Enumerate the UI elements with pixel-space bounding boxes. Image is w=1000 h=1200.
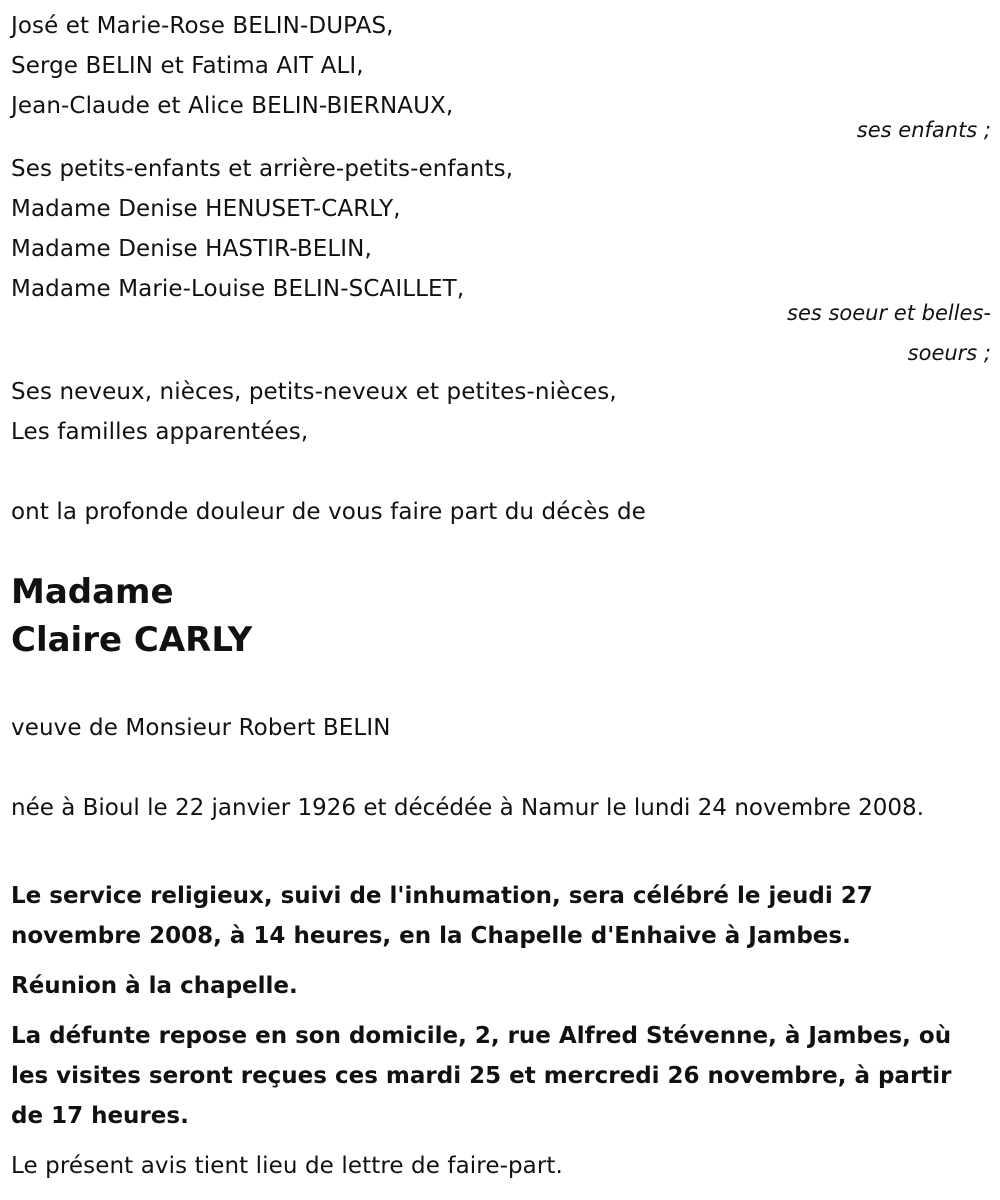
deceased-title: Madame — [11, 572, 174, 612]
sister-line-2: Madame Denise HASTIR-BELIN, — [11, 236, 372, 262]
deceased-name: Claire CARLY — [11, 620, 253, 660]
footer-line: Le présent avis tient lieu de lettre de faire-part. — [11, 1153, 563, 1179]
meeting-paragraph: Réunion à la chapelle. — [11, 973, 298, 999]
birth-death-paragraph: née à Bioul le 22 janvier 1926 et décédée à Namur le lundi 24 novembre 2008. — [11, 795, 925, 821]
children-role: ses enfants ; — [856, 118, 991, 142]
sisters-role-line-1: ses soeur et belles- — [787, 301, 991, 325]
child-line-3: Jean-Claude et Alice BELIN-BIERNAUX, — [11, 93, 454, 119]
sister-line-1: Madame Denise HENUSET-CARLY, — [11, 196, 401, 222]
announcement-line: ont la profonde douleur de vous faire part du décès de — [11, 499, 646, 525]
widow-of-line: veuve de Monsieur Robert BELIN — [11, 715, 391, 741]
visitation-paragraph: La défunte repose en son domicile, 2, rue Alfred Stévenne, à Jambes, où les visites seront reçues ces mardi 25 et mercredi 26 novembre, à partir de 17 heures. — [11, 1023, 952, 1129]
nephews-line: Ses neveux, nièces, petits-neveux et petites-nièces, — [11, 379, 617, 405]
child-line-1: José et Marie-Rose BELIN-DUPAS, — [11, 13, 394, 39]
sister-line-3: Madame Marie-Louise BELIN-SCAILLET, — [11, 276, 465, 302]
grandchildren-line: Ses petits-enfants et arrière-petits-enfants, — [11, 156, 514, 182]
service-paragraph: Le service religieux, suivi de l'inhumation, sera célébré le jeudi 27 novembre 2008, à 14 heures, en la Chapelle d'Enhaive à Jambes. — [11, 883, 873, 949]
sisters-role-line-2: soeurs ; — [907, 341, 991, 365]
relatives-line: Les familles apparentées, — [11, 419, 309, 445]
child-line-2: Serge BELIN et Fatima AIT ALI, — [11, 53, 364, 79]
